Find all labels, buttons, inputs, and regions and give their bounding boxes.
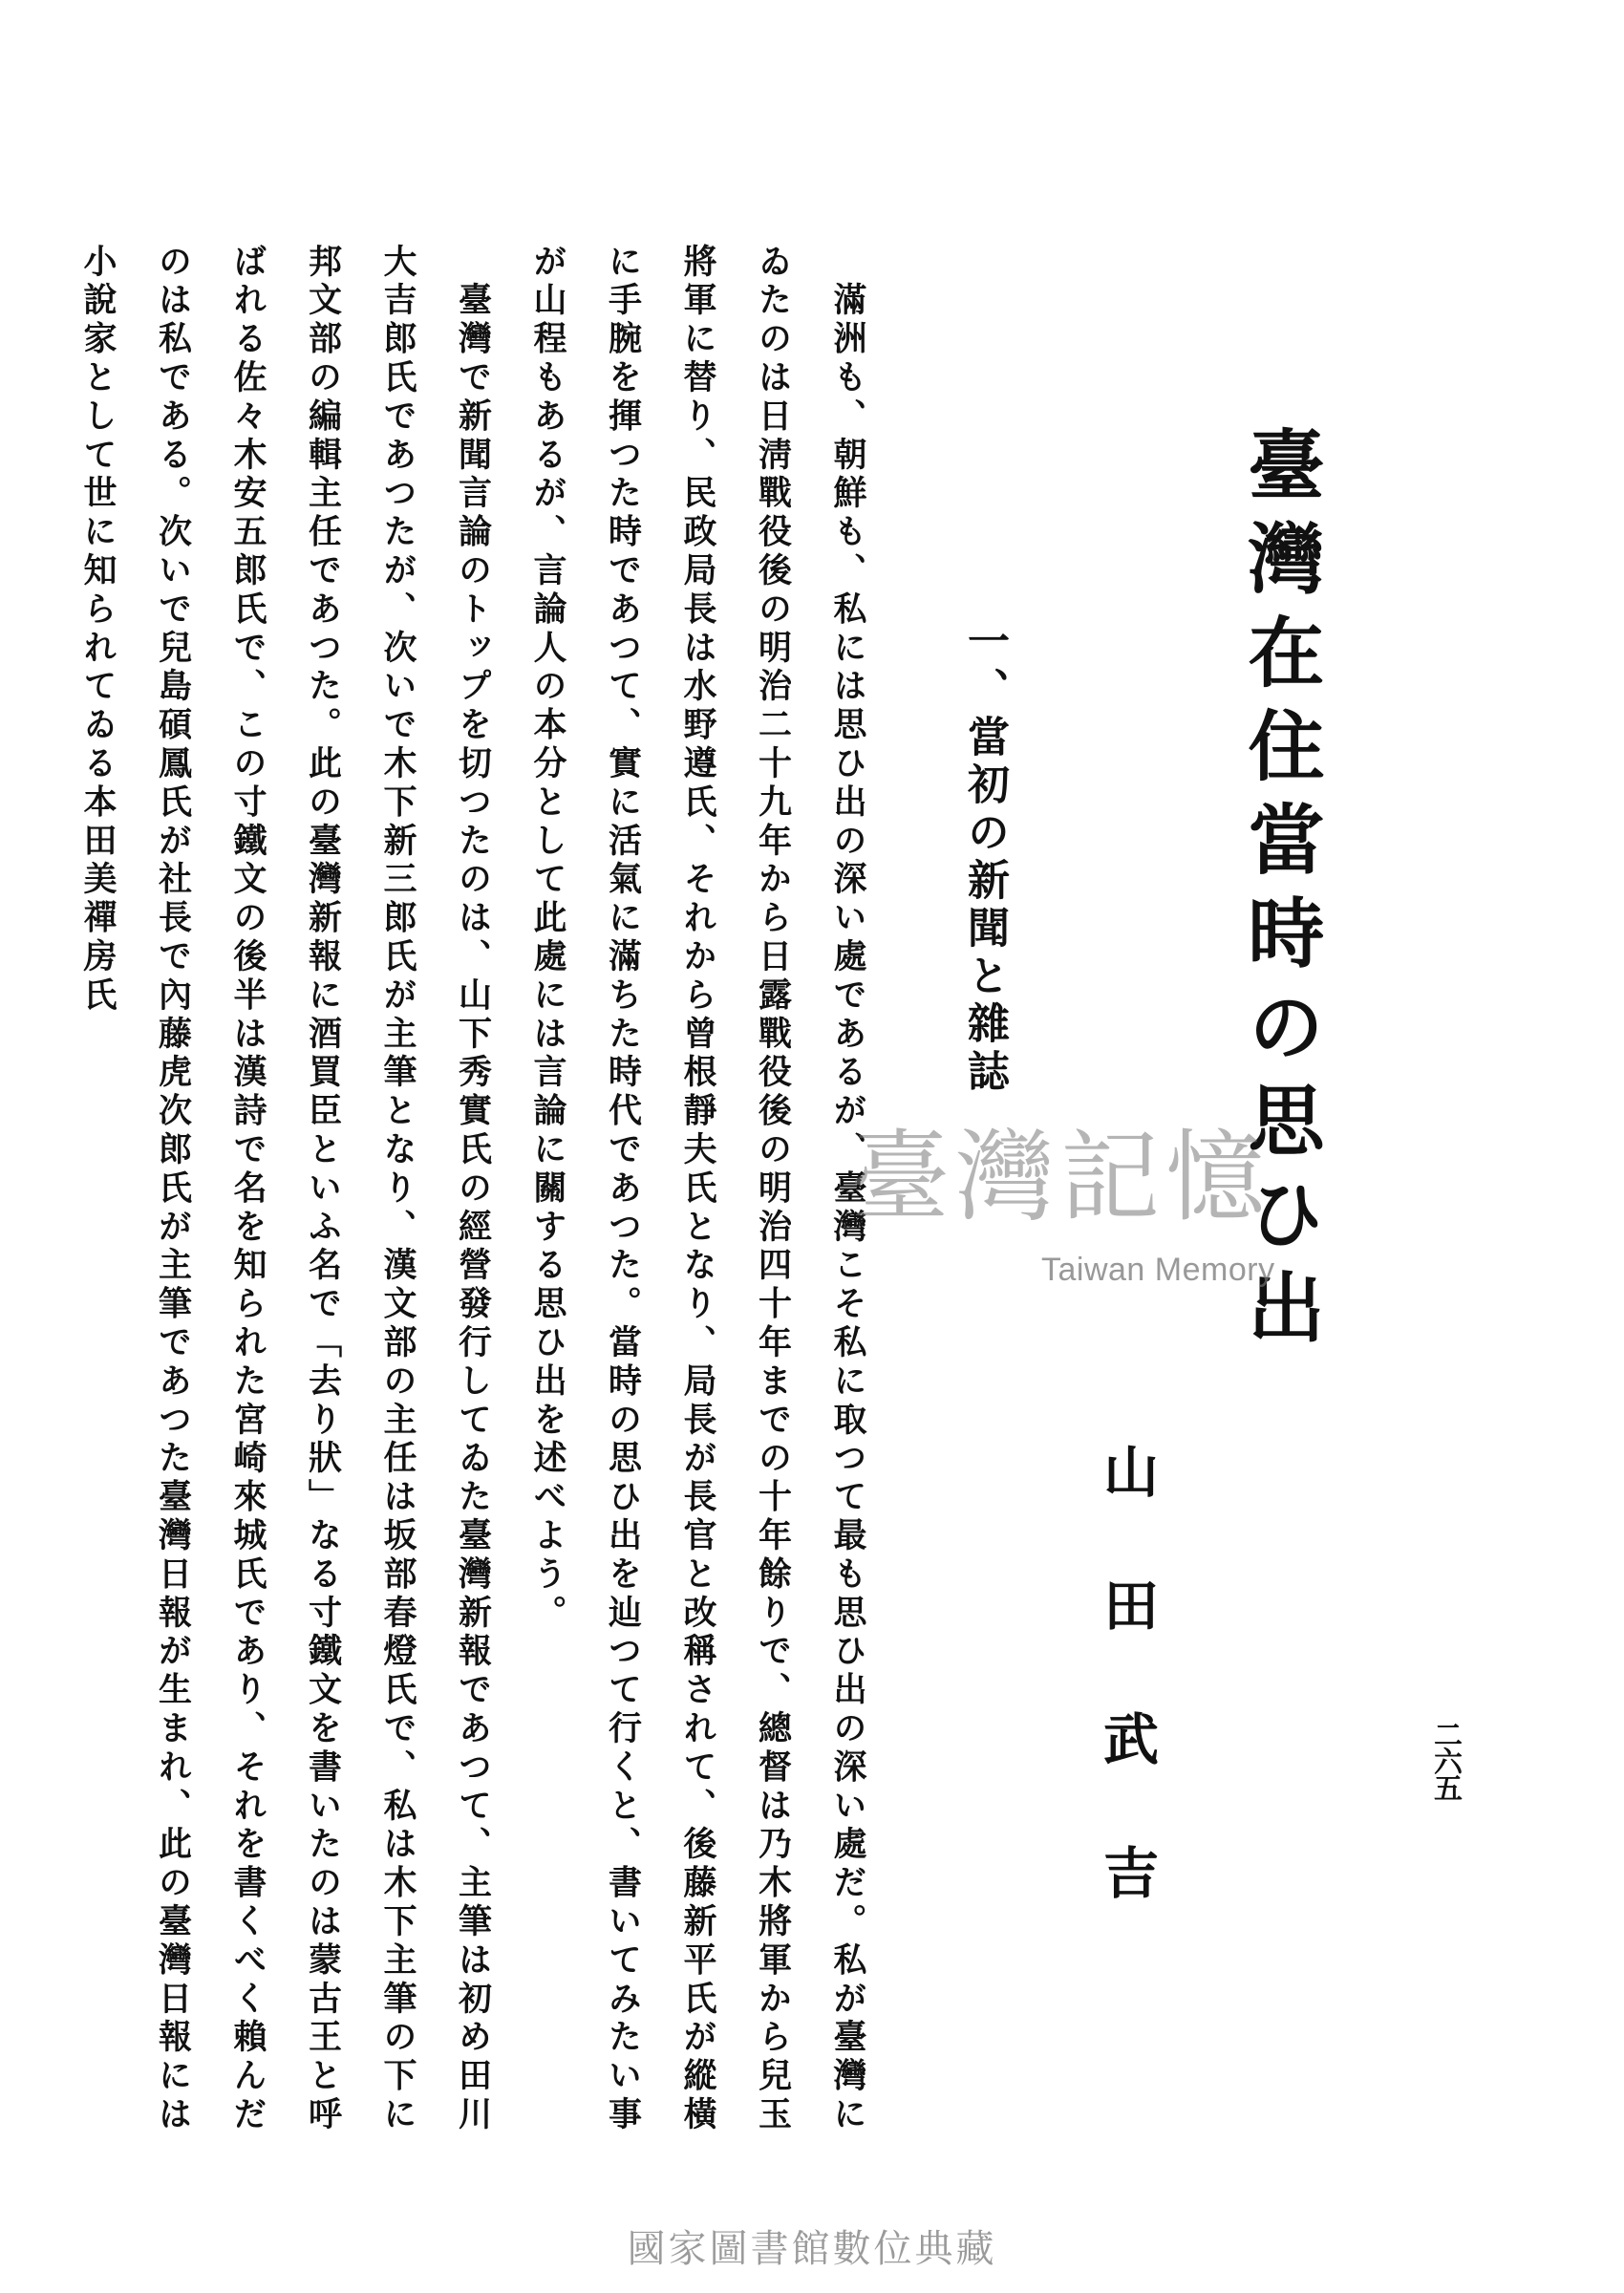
library-footer-mark: 國家圖書館數位典藏 xyxy=(627,2227,997,2271)
article-body xyxy=(78,244,885,2154)
page-number: 二六五 xyxy=(1428,1720,1462,1800)
body-paragraph-2: 臺灣で新聞言論のトップを切つたのは、山下秀實氏の經營發行してゐた臺灣新報であつて、主筆は初め田川大吉郎氏であつたが、次いで木下新三郎氏が主筆となり、漢文部の主任は坂部春燈氏で、私は木下主筆の下に邦文部の編輯主任であつた。此の臺灣新報に酒買臣といふ名で「去り狀」なる寸鐵文を書いたのは蒙古王と呼ばれる佐々木安五郎氏で、この寸鐵文の後半は漢詩で名を知られた宮崎來城氏であり、それを書くべく賴んだのは私である。次いで兒島碩鳳氏が社長で內藤虎次郎氏が主筆であつた臺灣日報が生まれ、此の臺灣日報には小說家として世に知られてゐる本田美禪房氏 xyxy=(78,244,493,2135)
watermark-main-text: 臺灣記憶 xyxy=(849,1119,1271,1235)
article-title: 臺灣在住當時の思ひ出 xyxy=(1235,425,1325,1361)
author-name: 山田武吉 xyxy=(1094,1443,1159,1978)
watermark-sub-text: Taiwan Memory xyxy=(1041,1252,1275,1288)
body-paragraph-1: 滿洲も、朝鮮も、私には思ひ出の深い處であるが、臺灣こそ私に取つて最も思ひ出の深い處だ。私が臺灣にゐたのは日淸戰役後の明治二十九年から日露戰役後の明治四十年までの十年餘りで、總督は乃木將軍から兒玉將軍に替り、民政局長は水野遵氏、それから曾根靜夫氏となり、局長が長官と改稱されて、後藤新平氏が縱橫に手腕を揮つた時であつて、實に活氣に滿ちた時代であつた。當時の思ひ出を辿つて行くと、書いてみたい事が山程もあるが、言論人の本分として此處には言論に關する思ひ出を述べよう。 xyxy=(528,244,867,2135)
section-heading: 一、當初の新聞と雜誌 xyxy=(960,619,1009,1097)
